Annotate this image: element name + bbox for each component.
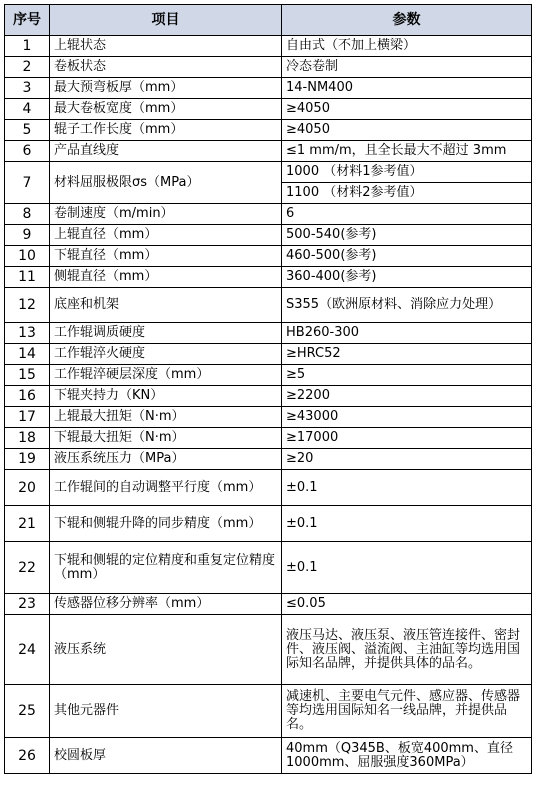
row-item: 工作辊间的自动调整平行度（mm）	[50, 470, 282, 506]
row-item: 液压系统压力（MPa）	[50, 449, 282, 470]
row-no: 1	[5, 36, 50, 57]
row-param: ≤0.05	[282, 594, 532, 615]
row-no: 6	[5, 141, 50, 162]
table-row	[5, 615, 532, 685]
row-param: ±0.1	[282, 470, 532, 506]
row-no: 11	[5, 267, 50, 288]
row-item: 下辊夹持力（KN）	[50, 386, 282, 407]
row-no: 19	[5, 449, 50, 470]
table-row	[5, 449, 532, 470]
row-param: ≥5	[282, 365, 532, 386]
header-item: 项目	[50, 5, 282, 36]
row-item: 液压系统	[50, 615, 282, 685]
row-param: 冷态卷制	[282, 57, 532, 78]
row-item: 辊子工作长度（mm）	[50, 120, 282, 141]
table-row	[5, 141, 532, 162]
row-item: 最大卷板宽度（mm）	[50, 99, 282, 120]
row-param: 液压马达、液压泵、液压管连接件、密封件、液压阀、溢流阀、主油缸等均选用国际知名品牌，并提供具体的品名。	[282, 615, 532, 685]
table-row	[5, 162, 532, 183]
row-no: 5	[5, 120, 50, 141]
row-item: 材料屈服极限σs（MPa）	[50, 162, 282, 204]
row-param: 460-500(参考)	[282, 246, 532, 267]
row-no: 7	[5, 162, 50, 204]
row-param: 360-400(参考)	[282, 267, 532, 288]
row-param: 40mm（Q345B、板宽400mm、直径1000mm、屈服强度360MPa）	[282, 738, 532, 774]
row-no: 10	[5, 246, 50, 267]
row-no: 24	[5, 615, 50, 685]
row-param: 14-NM400	[282, 78, 532, 99]
header-no: 序号	[5, 5, 50, 36]
table-row	[5, 267, 532, 288]
table-row	[5, 225, 532, 246]
header-param: 参数	[282, 5, 532, 36]
row-item: 其他元器件	[50, 685, 282, 738]
row-item: 侧辊直径（mm）	[50, 267, 282, 288]
row-no: 25	[5, 685, 50, 738]
row-item: 卷板状态	[50, 57, 282, 78]
row-param: ≥43000	[282, 407, 532, 428]
row-no: 2	[5, 57, 50, 78]
row-param: ≥HRC52	[282, 344, 532, 365]
row-param: ≤1 mm/m，且全长最大不超过 3mm	[282, 141, 532, 162]
table-row	[5, 99, 532, 120]
table-row	[5, 470, 532, 506]
row-param: 1000 （材料1参考值）	[282, 162, 532, 183]
row-item: 工作辊淬硬层深度（mm）	[50, 365, 282, 386]
table-row	[5, 594, 532, 615]
table-row	[5, 407, 532, 428]
table-row	[5, 204, 532, 225]
row-param-2: 1100 （材料2参考值）	[282, 183, 532, 204]
row-param: 500-540(参考)	[282, 225, 532, 246]
row-no: 3	[5, 78, 50, 99]
table-row	[5, 36, 532, 57]
table-row	[5, 120, 532, 141]
row-no: 18	[5, 428, 50, 449]
row-item: 上辊状态	[50, 36, 282, 57]
row-item: 产品直线度	[50, 141, 282, 162]
table-row	[5, 506, 532, 542]
header-row	[5, 5, 532, 36]
table-row	[5, 344, 532, 365]
row-no: 15	[5, 365, 50, 386]
row-no: 4	[5, 99, 50, 120]
row-item: 上辊最大扭矩（N·m）	[50, 407, 282, 428]
row-param: ≥20	[282, 449, 532, 470]
row-no: 23	[5, 594, 50, 615]
row-param: ±0.1	[282, 542, 532, 594]
row-param: ≥17000	[282, 428, 532, 449]
row-no: 22	[5, 542, 50, 594]
row-item: 工作辊淬火硬度	[50, 344, 282, 365]
row-param: 减速机、主要电气元件、感应器、传感器等均选用国际知名一线品牌，并提供品名。	[282, 685, 532, 738]
row-param: HB260-300	[282, 323, 532, 344]
row-item: 工作辊调质硬度	[50, 323, 282, 344]
row-no: 16	[5, 386, 50, 407]
row-param: 自由式（不加上横梁）	[282, 36, 532, 57]
table-row	[5, 386, 532, 407]
table-row	[5, 428, 532, 449]
row-item: 下辊和侧辊升降的同步精度（mm）	[50, 506, 282, 542]
row-no: 9	[5, 225, 50, 246]
row-item: 最大预弯板厚（mm）	[50, 78, 282, 99]
row-param: ≥4050	[282, 120, 532, 141]
table-row	[5, 246, 532, 267]
row-param: 6	[282, 204, 532, 225]
row-no: 8	[5, 204, 50, 225]
row-no: 12	[5, 288, 50, 323]
row-item: 卷制速度（m/min）	[50, 204, 282, 225]
table-row	[5, 542, 532, 594]
row-item: 校圆板厚	[50, 738, 282, 774]
table-row	[5, 323, 532, 344]
row-item: 传感器位移分辨率（mm）	[50, 594, 282, 615]
table-row	[5, 78, 532, 99]
row-param: ≥2200	[282, 386, 532, 407]
row-no: 26	[5, 738, 50, 774]
row-no: 14	[5, 344, 50, 365]
row-param: ≥4050	[282, 99, 532, 120]
row-item: 下辊和侧辊的定位精度和重复定位精度（mm）	[50, 542, 282, 594]
row-item: 下辊直径（mm）	[50, 246, 282, 267]
spec-table	[4, 4, 532, 774]
row-item: 底座和机架	[50, 288, 282, 323]
table-row	[5, 685, 532, 738]
table-row	[5, 365, 532, 386]
row-param: S355（欧洲原材料、消除应力处理）	[282, 288, 532, 323]
row-no: 13	[5, 323, 50, 344]
row-no: 20	[5, 470, 50, 506]
row-no: 21	[5, 506, 50, 542]
row-item: 下辊最大扭矩（N·m）	[50, 428, 282, 449]
row-param: ±0.1	[282, 506, 532, 542]
table-row	[5, 57, 532, 78]
table-row	[5, 288, 532, 323]
row-item: 上辊直径（mm）	[50, 225, 282, 246]
row-no: 17	[5, 407, 50, 428]
table-row	[5, 738, 532, 774]
